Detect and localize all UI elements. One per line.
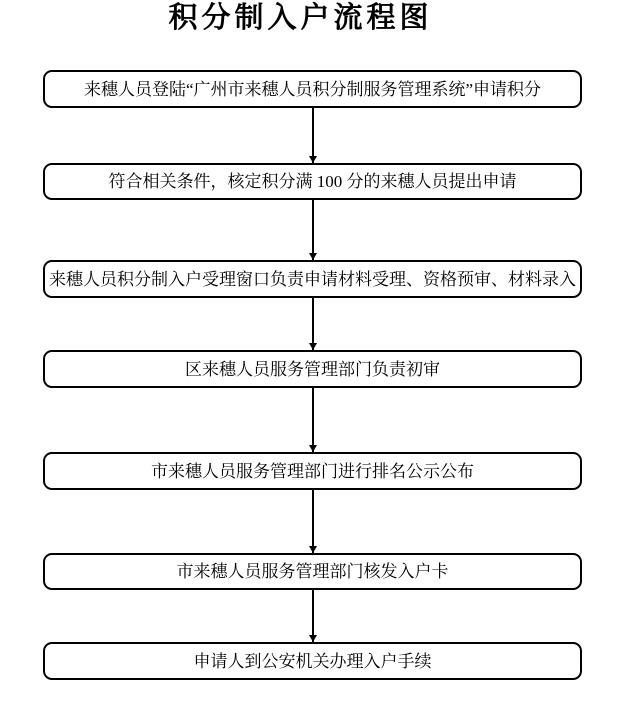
arrowhead-down-icon (309, 635, 317, 642)
connector-arrow-5 (312, 490, 314, 553)
flow-step-6-label: 市来穗人员服务管理部门核发入户卡 (176, 562, 449, 581)
flow-step-1-box (43, 70, 582, 108)
connector-arrow-1 (312, 108, 314, 163)
flow-step-2-box (43, 163, 582, 200)
flow-step-6-box (43, 553, 582, 590)
flow-step-5-label: 市来穗人员服务管理部门进行排名公示公布 (151, 461, 474, 481)
arrowhead-down-icon (309, 445, 317, 452)
flow-step-7-box (43, 642, 582, 680)
arrowhead-down-icon (309, 343, 317, 350)
arrowhead-down-icon (309, 156, 317, 163)
page-title: 积分制入户流程图 (168, 2, 433, 34)
connector-arrow-6 (312, 590, 314, 642)
flow-step-3-box (43, 260, 582, 298)
arrowhead-down-icon (309, 253, 317, 260)
flow-step-4-label: 区来穗人员服务管理部门负责初审 (185, 359, 440, 379)
flow-step-5-box (43, 452, 582, 490)
flow-step-7-label: 申请人到公安机关办理入户手续 (193, 651, 432, 671)
flow-step-4-box (43, 350, 582, 388)
flow-step-3-label: 来穗人员积分制入户受理窗口负责申请材料受理、资格预审、材料录入 (49, 269, 576, 289)
flow-step-1-label: 来穗人员登陆“广州市来穗人员积分制服务管理系统”申请积分 (83, 79, 542, 99)
connector-arrow-3 (312, 298, 314, 350)
connector-arrow-4 (312, 388, 314, 452)
flow-step-2-label: 符合相关条件，核定积分满 100 分的来穗人员提出申请 (108, 172, 517, 191)
arrowhead-down-icon (309, 546, 317, 553)
connector-arrow-2 (312, 200, 314, 260)
